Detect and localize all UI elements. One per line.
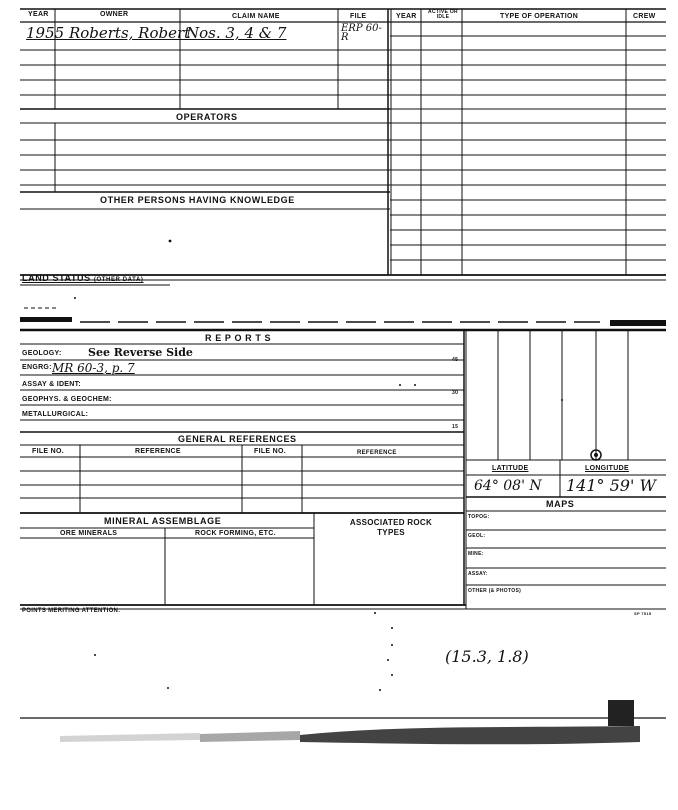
other-persons-section-title: OTHER PERSONS HAVING KNOWLEDGE bbox=[100, 195, 295, 205]
file-column-header: FILE bbox=[350, 13, 367, 20]
general-references-title: GENERAL REFERENCES bbox=[178, 434, 297, 444]
longitude-label: LONGITUDE bbox=[585, 465, 629, 472]
land-status-label: LAND STATUS bbox=[22, 273, 91, 283]
assay-ident-label: ASSAY & IDENT: bbox=[22, 381, 82, 388]
ore-minerals-header: ORE MINERALS bbox=[60, 530, 118, 537]
longitude-value: 141° 59' W bbox=[566, 476, 656, 495]
reports-section-title: R E P O R T S bbox=[205, 333, 272, 343]
file-no-header: FILE NO. bbox=[32, 448, 64, 455]
file-no2-header: FILE NO. bbox=[254, 448, 286, 455]
scale-30: 30 bbox=[452, 390, 459, 396]
owner-column-header: OWNER bbox=[100, 11, 129, 18]
type-operation-column-header: TYPE OF OPERATION bbox=[500, 13, 579, 20]
active-idle-column-header: ACTIVE OR IDLE bbox=[428, 9, 458, 20]
reference-header: REFERENCE bbox=[135, 448, 181, 455]
geol-label: GEOL: bbox=[468, 533, 486, 539]
year2-column-header: YEAR bbox=[396, 13, 417, 20]
assay-map-label: ASSAY: bbox=[468, 571, 488, 577]
file-entry: ERP 60-R bbox=[341, 23, 382, 43]
metallurgical-label: METALLURGICAL: bbox=[22, 411, 89, 418]
claim-entry: Nos. 3, 4 & 7 bbox=[186, 24, 287, 42]
latitude-value: 64° 08' N bbox=[474, 478, 542, 494]
points-meriting-attention-label: POINTS MERITING ATTENTION: bbox=[22, 608, 121, 614]
reference2-header: REFERENCE bbox=[357, 450, 397, 456]
owner-entry: 1955 Roberts, Robert bbox=[26, 24, 191, 42]
rock-forming-header: ROCK FORMING, ETC. bbox=[195, 530, 276, 537]
mineral-assemblage-title: MINERAL ASSEMBLAGE bbox=[104, 516, 222, 526]
crew-column-header: CREW bbox=[633, 13, 656, 20]
scale-45: 45 bbox=[452, 357, 459, 363]
maps-title: MAPS bbox=[546, 499, 575, 509]
form-number: SP 7515 bbox=[634, 611, 652, 616]
mine-label: MINE: bbox=[468, 551, 484, 557]
scale-15: 15 bbox=[452, 424, 459, 430]
other-photos-label: OTHER (& PHOTOS) bbox=[468, 588, 522, 594]
associated-rock-types-title: ASSOCIATED ROCK TYPES bbox=[349, 518, 433, 537]
operators-section-title: OPERATORS bbox=[176, 112, 238, 122]
land-status-sublabel: (OTHER DATA) bbox=[93, 277, 144, 283]
year-column-header: YEAR bbox=[28, 11, 49, 18]
geology-label: GEOLOGY: bbox=[22, 350, 62, 357]
claim-name-column-header: CLAIM NAME bbox=[232, 13, 280, 20]
coordinates-note: (15.3, 1.8) bbox=[445, 647, 529, 666]
geology-value: See Reverse Side bbox=[88, 346, 193, 359]
topog-label: TOPOG: bbox=[468, 514, 490, 520]
engrg-label: ENGRG: bbox=[22, 364, 52, 371]
latitude-label: LATITUDE bbox=[492, 465, 529, 472]
geophys-geochem-label: GEOPHYS. & GEOCHEM: bbox=[22, 396, 112, 403]
engrg-value: MR 60-3, p. 7 bbox=[52, 361, 135, 375]
land-status-title bbox=[22, 273, 144, 283]
